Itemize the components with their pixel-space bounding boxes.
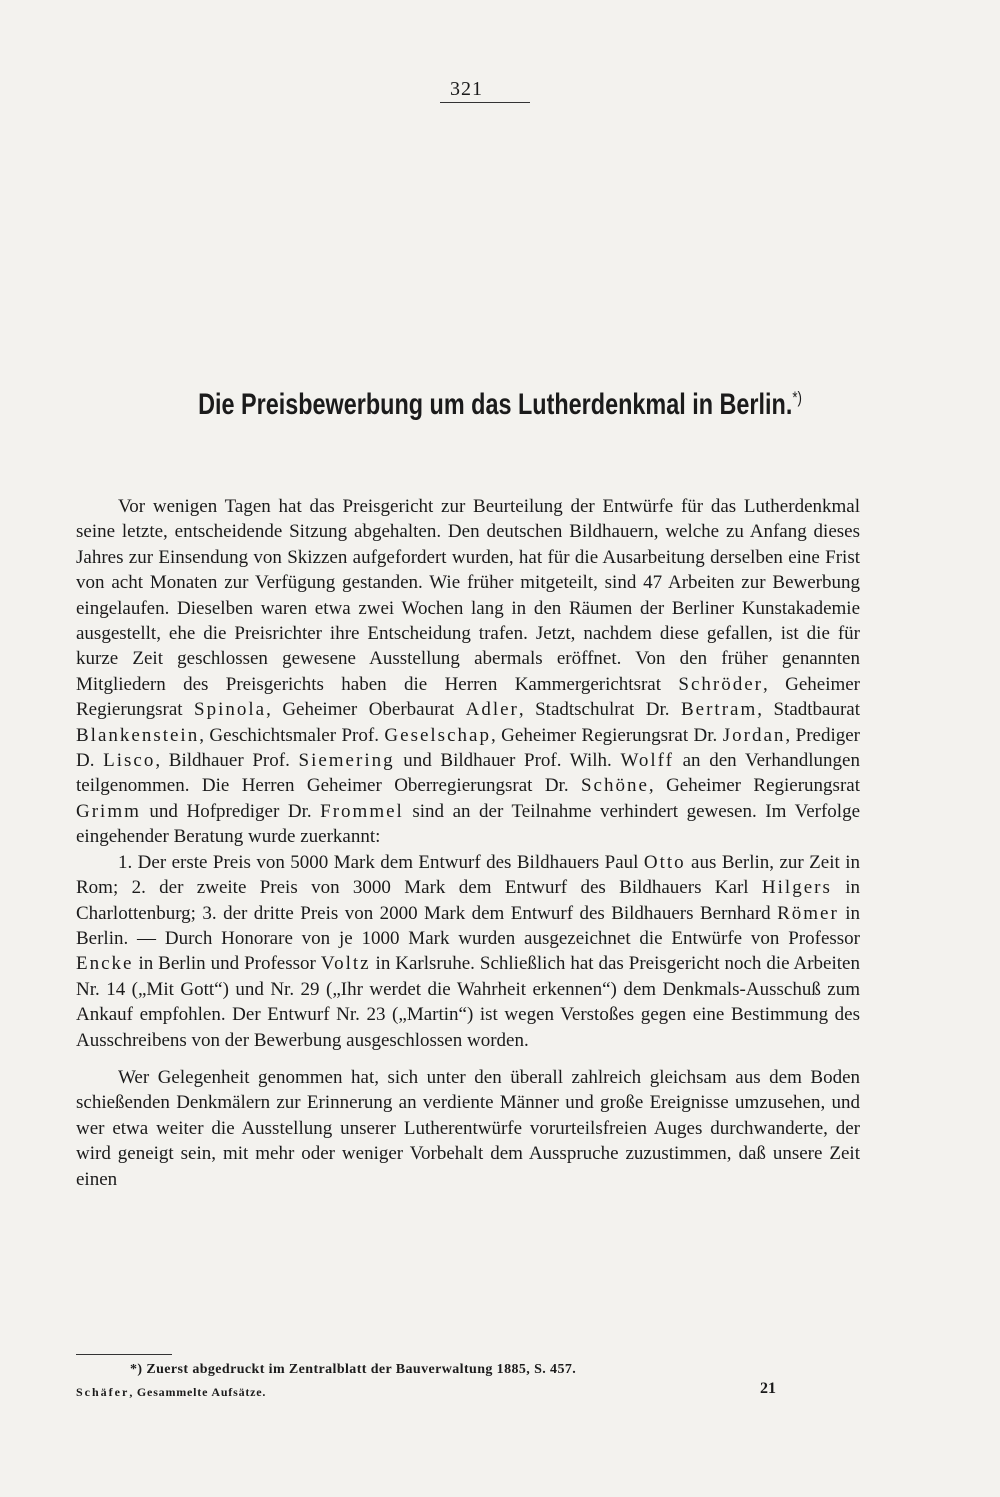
text-run: 1. Der erste Preis von 5000 Mark dem Entwurf des Bildhauers Paul (118, 851, 644, 873)
text-run: an den Verhandlungen teilgenommen. Die Herren Geheimer Oberregierungsrat Dr. (76, 750, 860, 797)
paragraph-3 (76, 1065, 860, 1192)
spaced-name: Schröder (678, 673, 763, 695)
signature-title: , Gesammelte Aufsätze. (129, 1385, 267, 1399)
spaced-name: Spinola (194, 699, 267, 721)
text-run: , Stadtschulrat Dr. (518, 699, 681, 721)
text-run: in Charlottenburg; 3. der dritte Preis von 2000 Mark dem Entwurf des Bildhauers Bernhard (76, 877, 860, 924)
paragraph-1 (76, 494, 860, 850)
spaced-name: Schöne (580, 775, 649, 797)
spaced-name: Adler (465, 699, 519, 721)
spaced-name: Jordan (722, 724, 786, 746)
signature-author: Schäfer (76, 1385, 130, 1399)
spaced-name: Römer (777, 902, 839, 924)
spaced-name: Otto (643, 851, 686, 873)
footnote-divider (76, 1354, 172, 1355)
sheet-number: 21 (760, 1380, 776, 1397)
spaced-name: Lisco (103, 750, 156, 772)
text-run: , Prediger D. (76, 724, 860, 772)
paragraph-2 (76, 850, 860, 1053)
text-run: Wer Gelegenheit genommen hat, sich unter den überall zahlreich gleichsam aus dem Boden schießenden Denkmälern zur Erinnerung an verdiente Männer und große Ereignisse umzusehen, und wer etwa weiter die Ausstellung unserer Lutherentwürfe vorurteilsfreien Auges durchwanderte, der wird geneigt sein, mit mehr oder weniger Vorbehalt dem Ausspruche zuzustimmen, daß unsere Zeit einen (76, 1066, 860, 1190)
text-run: Vor wenigen Tagen hat das Preisgericht zur Beurteilung der Entwürfe für das Lutherdenkmal seine letzte, entscheidende Sitzung abgehalten. Den deutschen Bildhauern, welche zu Anfang dieses Jahres zur Einsendung von Skizzen aufgefordert wurden, hat für die Ausarbeitung derselben eine Frist von acht Monaten zur Verfügung gestanden. Wie früher mitgeteilt, sind 47 Arbeiten zur Bewerbung eingelaufen. Dieselben waren etwa zwei Wochen lang in den Räumen der Berliner Kunstakademie ausgestellt, ehe die Preisrichter ihre Entscheidung trafen. Jetzt, nachdem diese gefallen, ist die für kurze Zeit geschlossen gewesene Ausstellung abermals eröffnet. Von den früher genannten Mitgliedern des Preisgerichts haben die Herren Kammergerichtsrat (76, 496, 860, 695)
page-number: 321 (440, 76, 530, 103)
text-run: in Berlin und Professor (133, 953, 321, 975)
text-run: , Geheimer Regierungsrat (648, 775, 860, 797)
spaced-name: Hilgers (761, 877, 832, 899)
text-run: in Berlin. — Durch Honorare von je 1000 Mark wurden ausgezeichnet die Entwürfe von Professor (76, 902, 861, 949)
footnote: *) Zuerst abgedruckt im Zentralblatt der Bauverwaltung 1885, S. 457. (130, 1362, 577, 1377)
spaced-name: Bertram (681, 699, 758, 721)
spaced-name: Grimm (76, 800, 141, 822)
spaced-name: Blankenstein (76, 724, 200, 746)
text-run: , Geschichtsmaler Prof. (199, 724, 385, 746)
text-run: und Bildhauer Prof. Wilh. (394, 750, 621, 772)
signature-line (76, 1385, 266, 1400)
text-run: aus Berlin, zur Zeit in Rom; 2. der zweite Preis von 3000 Mark dem Entwurf des Bildhauers Karl (76, 851, 860, 899)
text-run: , Geheimer Regierungsrat Dr. (490, 724, 723, 746)
spaced-name: Voltz (320, 953, 371, 975)
spaced-name: Geselschap (384, 724, 491, 746)
spaced-name: Wolff (620, 750, 674, 772)
title-footnote-mark: *) (792, 388, 802, 407)
spaced-name: Siemering (298, 750, 395, 772)
article-title (165, 388, 836, 422)
text-run: , Bildhauer Prof. (155, 750, 299, 772)
spaced-name: Frommel (320, 800, 404, 822)
text-run: und Hofprediger Dr. (140, 800, 321, 822)
article-title-text: Die Preisbewerbung um das Lutherdenkmal in Berlin. (198, 388, 793, 421)
text-run: , Geheimer Oberbaurat (266, 699, 466, 721)
article-body (76, 494, 860, 1192)
text-run: , Geheimer Regierungsrat (76, 673, 861, 721)
text-run: , Stadtbaurat (757, 699, 861, 721)
text-run: sind an der Teilnahme verhindert gewesen. Im Verfolge eingehender Beratung wurde zuerkannt: (76, 800, 860, 848)
spaced-name: Encke (76, 953, 134, 975)
text-run: in Karlsruhe. Schließlich hat das Preisgericht noch die Arbeiten Nr. 14 („Mit Gott“) und Nr. 29 („Ihr werdet die Wahrheit erkennen“) dem Denkmals-Ausschuß zum Ankauf empfohlen. Der Entwurf Nr. 23 („Martin“) ist wegen Verstoßes gegen eine Bestimmung des Ausschreibens von der Bewerbung ausgeschlossen worden. (76, 953, 860, 1051)
